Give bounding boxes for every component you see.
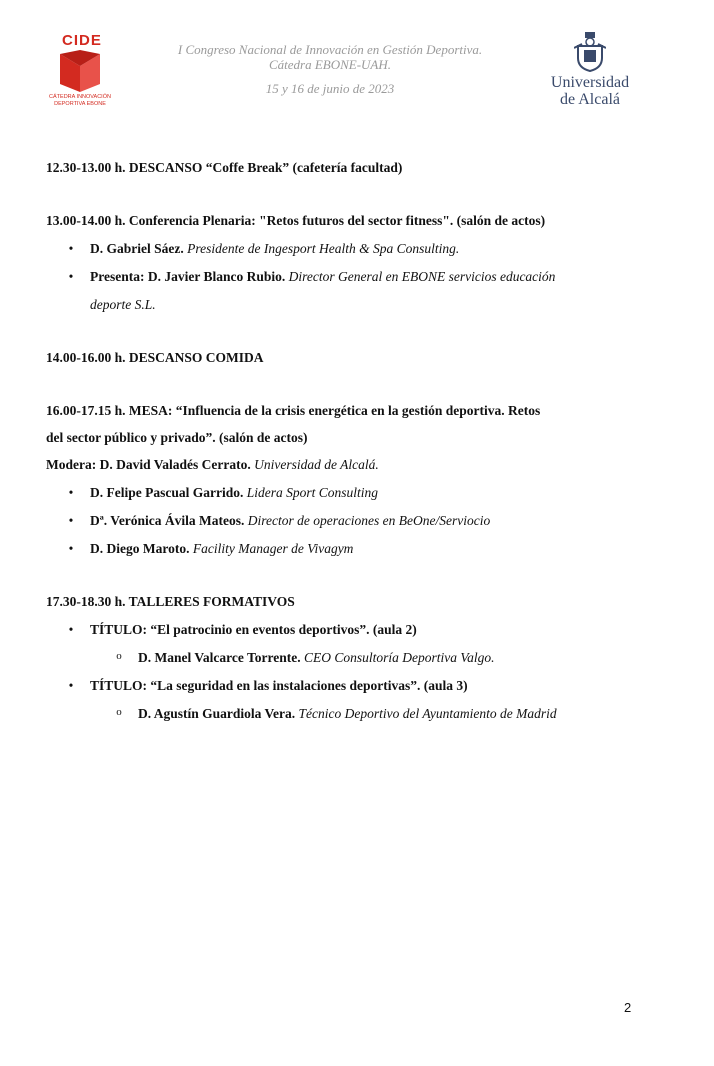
workshop-speaker-role: Técnico Deportivo del Ayuntamiento de Madrid [295, 706, 557, 721]
page-number: 2 [624, 1000, 632, 1015]
list-item [90, 485, 378, 501]
speaker-name: Presenta: D. Javier Blanco Rubio. [90, 269, 286, 284]
cide-emblem-icon [58, 50, 102, 94]
speaker-role: Director General en EBONE servicios educación [285, 269, 556, 284]
section-lunch-break: 14.00-16.00 h. DESCANSO COMIDA [46, 350, 264, 365]
speaker-role: Presidente de Ingesport Health & Spa Consulting. [183, 241, 460, 256]
section-coffee-break: 12.30-13.00 h. DESCANSO “Coffe Break” (cafetería facultad) [46, 160, 403, 175]
cide-logo-sub1: CÁTEDRA INNOVACIÓN [49, 94, 111, 100]
section-panel-title-line1: 16.00-17.15 h. MESA: “Influencia de la crisis energética en la gestión deportiva. Retos [46, 403, 541, 418]
uah-crest-icon [574, 32, 606, 72]
bullet-icon: • [68, 541, 74, 556]
cide-logo-brand: CIDE [62, 32, 102, 49]
speaker-name: D. Felipe Pascual Garrido. [90, 485, 244, 500]
workshop-title: TÍTULO: “El patrocinio en eventos deportivos”. (aula 2) [90, 622, 417, 637]
list-item [90, 513, 490, 529]
bullet-icon: • [68, 622, 74, 637]
circle-bullet-icon: o [116, 650, 122, 662]
speaker-role: Lidera Sport Consulting [243, 485, 379, 500]
moderator-line [46, 457, 379, 473]
list-item [138, 706, 557, 722]
uah-logo-line2: de Alcalá [560, 91, 620, 108]
header-catedra: Cátedra EBONE-UAH. [268, 57, 392, 72]
moderator-name: Modera: D. David Valadés Cerrato. [46, 457, 251, 472]
circle-bullet-icon: o [116, 706, 122, 718]
speaker-role: Facility Manager de Vivagym [189, 541, 354, 556]
moderator-role: Universidad de Alcalá. [250, 457, 379, 472]
speaker-name: Dª. Verónica Ávila Mateos. [90, 513, 245, 528]
bullet-icon: • [68, 678, 74, 693]
list-item [90, 269, 555, 285]
header-congress-title: I Congreso Nacional de Innovación en Gestión Deportiva. [177, 42, 483, 57]
uah-logo [540, 32, 640, 112]
speaker-role: Director de operaciones en BeOne/Serviocio [244, 513, 491, 528]
workshop-speaker-name: D. Manel Valcarce Torrente. [138, 650, 301, 665]
list-item [90, 241, 459, 257]
speaker-name: D. Diego Maroto. [90, 541, 190, 556]
bullet-icon: • [68, 485, 74, 500]
speaker-name: D. Gabriel Sáez. [90, 241, 184, 256]
speaker-role-continued: deporte S.L. [90, 297, 156, 312]
section-panel-title-line2: del sector público y privado”. (salón de actos) [46, 430, 308, 445]
cide-logo-sub2: DEPORTIVA EBONE [54, 101, 106, 107]
workshop-speaker-role: CEO Consultoría Deportiva Valgo. [300, 650, 495, 665]
section-workshops-title: 17.30-18.30 h. TALLERES FORMATIVOS [46, 594, 295, 609]
bullet-icon: • [68, 269, 74, 284]
list-item [90, 541, 353, 557]
section-plenary-title: 13.00-14.00 h. Conferencia Plenaria: "Retos futuros del sector fitness". (salón de actos) [46, 213, 546, 228]
bullet-icon: • [68, 241, 74, 256]
workshop-speaker-name: D. Agustín Guardiola Vera. [138, 706, 296, 721]
header-dates: 15 y 16 de junio de 2023 [265, 81, 395, 96]
workshop-title: TÍTULO: “La seguridad en las instalaciones deportivas”. (aula 3) [90, 678, 468, 693]
list-item [138, 650, 495, 666]
cide-logo [40, 30, 120, 110]
bullet-icon: • [68, 513, 74, 528]
page-header [0, 0, 714, 130]
uah-logo-line1: Universidad [550, 74, 630, 91]
